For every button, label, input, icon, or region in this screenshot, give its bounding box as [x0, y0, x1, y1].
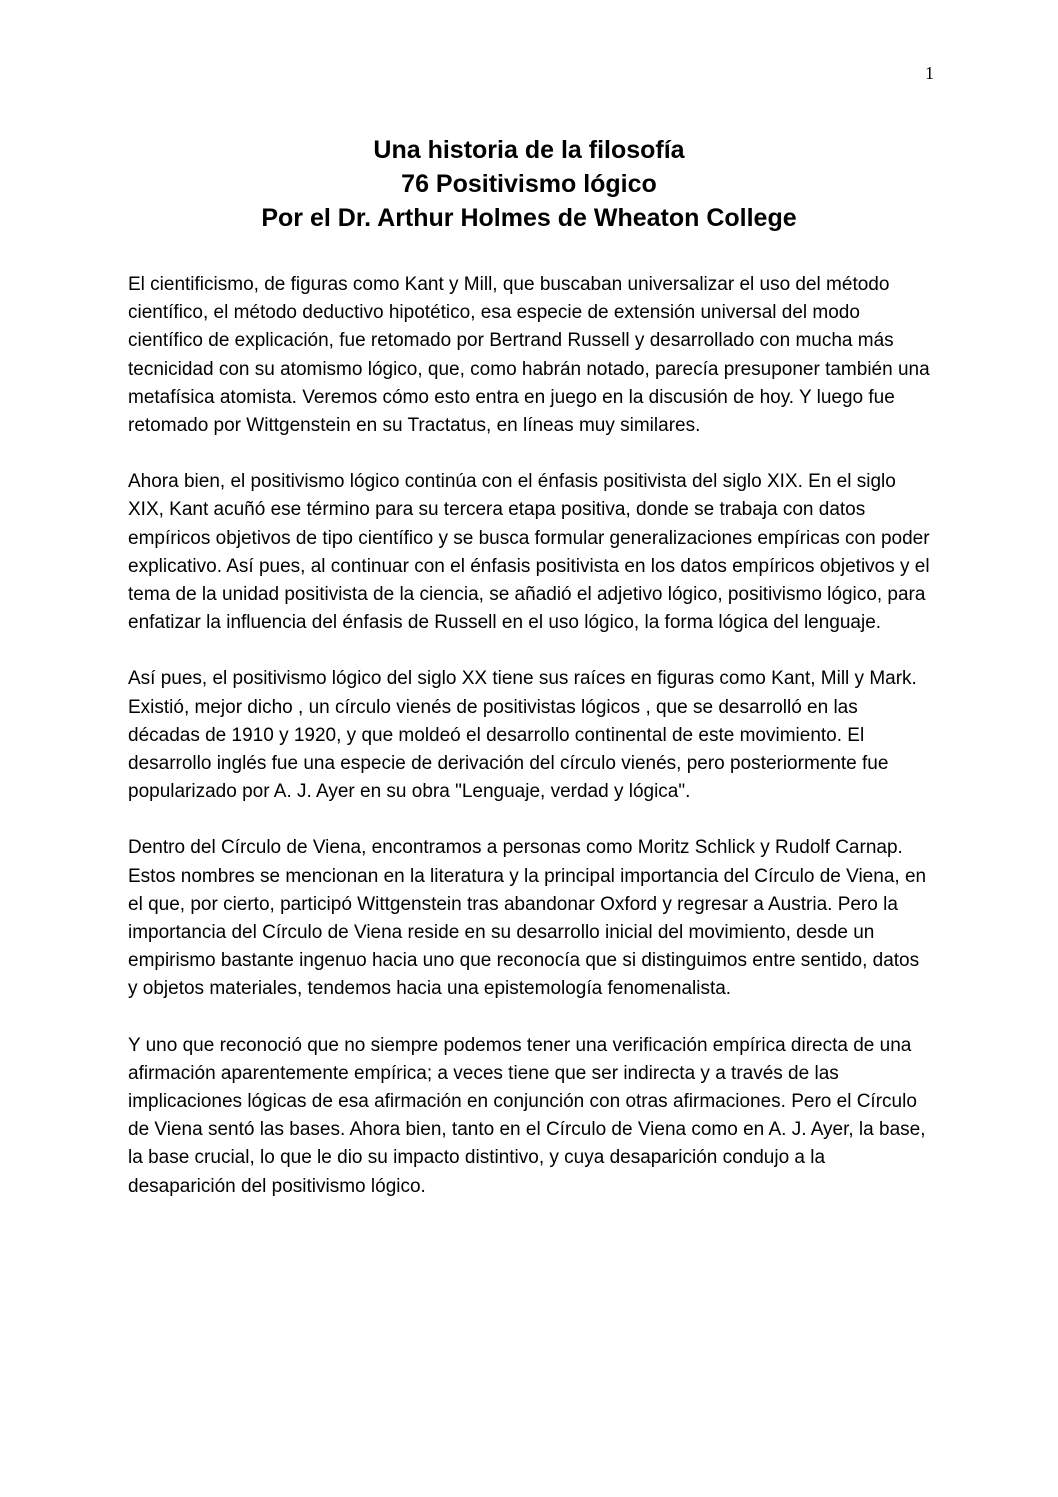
page-number: 1 — [925, 63, 934, 83]
paragraph: Así pues, el positivismo lógico del siglo XX tiene sus raíces en figuras como Kant, Mill y Mark. Existió, mejor dicho , un círculo vienés de positivistas lógicos , que se desarrolló en las décadas de 1910 y 1920, y que moldeó el desarrollo continental de este movimiento. El desarrollo inglés fue una especie de derivación del círculo vienés, pero posteriormente fue popularizado por A. J. Ayer en su obra "Lenguaje, verdad y lógica". — [128, 668, 917, 803]
document-body — [128, 271, 933, 1229]
paragraph: El cientificismo, de figuras como Kant y Mill, que buscaban universalizar el uso del método científico, el método deductivo hipotético, esa especie de extensión universal del modo científico de explicación, fue retomado por Bertrand Russell y desarrollado con mucha más tecnicidad con su atomismo lógico, que, como habrán notado, parecía presuponer también una metafísica atomista. Veremos cómo esto entra en juego en la discusión de hoy. Y luego fue retomado por Wittgenstein en su Tractatus, en líneas muy similares. — [128, 274, 930, 437]
paragraph: Dentro del Círculo de Viena, encontramos a personas como Moritz Schlick y Rudolf Carnap. Estos nombres se mencionan en la literatura y la principal importancia del Círculo de Viena, en el que, por cierto, participó Wittgenstein tras abandonar Oxford y regresar a Austria. Pero la importancia del Círculo de Viena reside en su desarrollo inicial del movimiento, desde un empirismo bastante ingenuo hacia uno que reconocía que si distinguimos entre sentido, datos y objetos materiales, tendemos hacia una epistemología fenomenalista. — [128, 837, 927, 1000]
title-line-series: Una historia de la filosofía — [373, 136, 685, 164]
paragraph: Y uno que reconoció que no siempre podemos tener una verificación empírica directa de una afirmación aparentemente empírica; a veces tiene que ser indirecta y a través de las implicaciones lógicas de esa afirmación en conjunción con otras afirmaciones. Pero el Círculo de Viena sentó las bases. Ahora bien, tanto en el Círculo de Viena como en A. J. Ayer, la base, la base crucial, lo que le dio su impacto distintivo, y cuya desaparición condujo a la desaparición del positivismo lógico. — [128, 1034, 926, 1197]
document-title — [0, 133, 1058, 235]
title-line-lecture: 76 Positivismo lógico — [401, 170, 657, 198]
title-line-author: Por el Dr. Arthur Holmes de Wheaton College — [261, 204, 797, 232]
paragraph: Ahora bien, el positivismo lógico continúa con el énfasis positivista del siglo XIX. En el siglo XIX, Kant acuñó ese término para su tercera etapa positiva, donde se trabaja con datos empíricos objetivos de tipo científico y se busca formular generalizaciones empíricas con poder explicativo. Así pues, al continuar con el énfasis positivista en los datos empíricos objetivos y el tema de la unidad positivista de la ciencia, se añadió el adjetivo lógico, positivismo lógico, para enfatizar la influencia del énfasis de Russell en el uso lógico, la forma lógica del lenguaje. — [128, 471, 930, 634]
